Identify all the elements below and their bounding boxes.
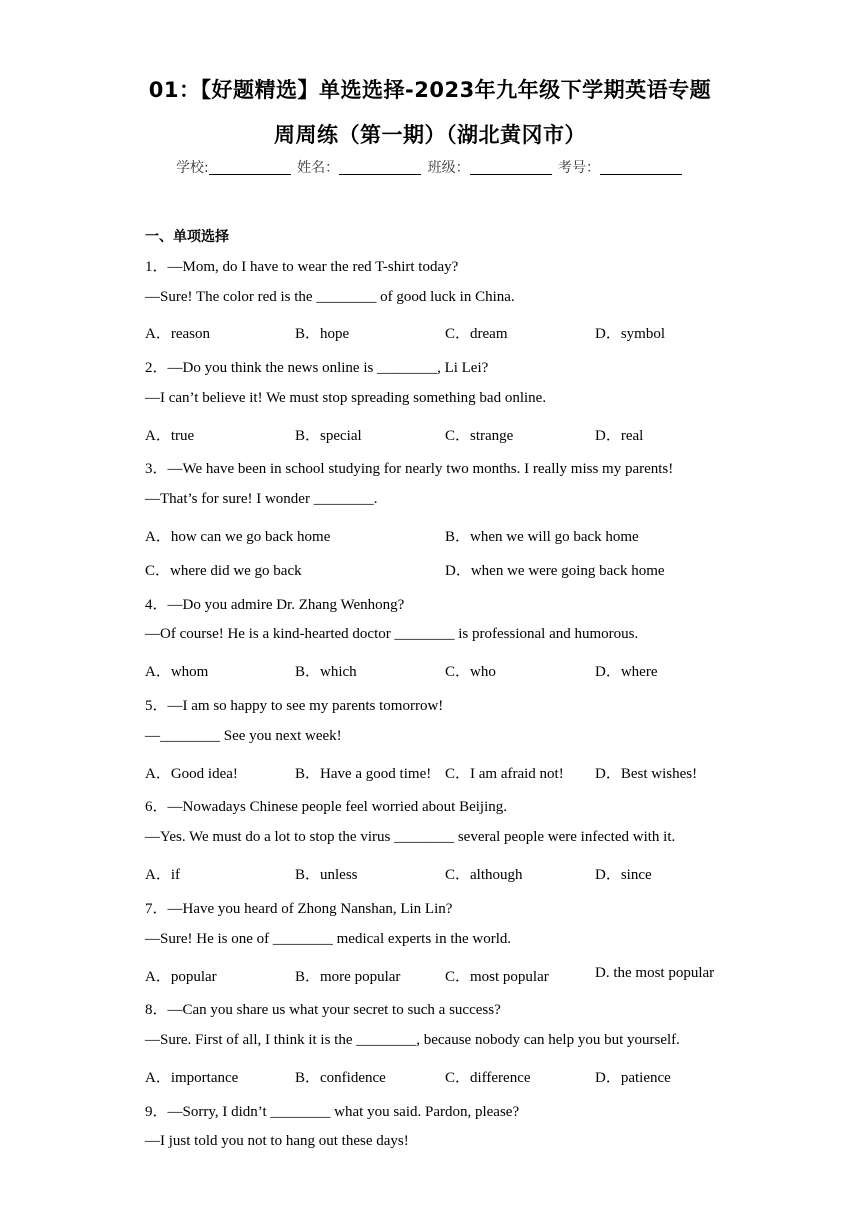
q2-option-c[interactable]: C．strange xyxy=(445,428,514,444)
q2-option-a[interactable]: A．true xyxy=(145,428,195,444)
q4-option-b[interactable]: B．which xyxy=(295,664,357,680)
q8-option-a[interactable]: A．importance xyxy=(145,1070,239,1086)
question-7-response: —Sure! He is one of ________ medical experts in the world. xyxy=(145,931,512,947)
q1-option-c[interactable]: C．dream xyxy=(445,326,508,342)
page-title-line1: 01：【好题精选】单选选择-2023年九年级下学期英语专题 xyxy=(148,78,712,102)
q2-option-d[interactable]: D．real xyxy=(595,428,644,444)
student-info-row xyxy=(0,157,860,177)
q1-option-d[interactable]: D．symbol xyxy=(595,326,666,342)
q6-option-a[interactable]: A．if xyxy=(145,867,180,883)
name-label: 姓名： xyxy=(297,160,340,176)
class-blank[interactable] xyxy=(470,160,552,175)
name-blank[interactable] xyxy=(339,160,421,175)
q2-option-b[interactable]: B．special xyxy=(295,428,362,444)
school-label: 学校: xyxy=(175,160,209,176)
q7-option-a[interactable]: A．popular xyxy=(145,969,217,985)
q6-option-d[interactable]: D．since xyxy=(595,867,652,883)
question-8: 8．—Can you share us what your secret to such a success? xyxy=(145,1002,501,1018)
q8-option-b[interactable]: B．confidence xyxy=(295,1070,386,1086)
question-1: 1．—Mom, do I have to wear the red T-shirt today? xyxy=(145,259,459,275)
q8-option-d[interactable]: D．patience xyxy=(595,1070,671,1086)
q3-option-c[interactable]: C．where did we go back xyxy=(145,563,302,579)
question-6-response: —Yes. We must do a lot to stop the virus ________ several people were infected with it. xyxy=(145,829,676,845)
q4-option-c[interactable]: C．who xyxy=(445,664,496,680)
question-2-response: —I can’t believe it! We must stop spreading something bad online. xyxy=(145,390,547,406)
q7-option-c[interactable]: C．most popular xyxy=(445,969,549,985)
q3-option-d[interactable]: D．when we were going back home xyxy=(445,563,665,579)
q7-option-b[interactable]: B．more popular xyxy=(295,969,401,985)
q5-option-d[interactable]: D．Best wishes! xyxy=(595,766,698,782)
q1-option-b[interactable]: B．hope xyxy=(295,326,350,342)
question-4: 4．—Do you admire Dr. Zhang Wenhong? xyxy=(145,597,405,613)
question-9: 9．—Sorry, I didn’t ________ what you said. Pardon, please? xyxy=(145,1104,520,1120)
q5-option-c[interactable]: C．I am afraid not! xyxy=(445,766,564,782)
school-blank[interactable] xyxy=(209,160,291,175)
question-4-response: —Of course! He is a kind-hearted doctor ________ is professional and humorous. xyxy=(145,626,639,642)
class-label: 班级： xyxy=(427,160,470,176)
question-5-response: —________ See you next week! xyxy=(145,728,342,744)
page-title-line2: 周周练（第一期）（湖北黄冈市） xyxy=(274,123,586,147)
question-2: 2．—Do you think the news online is ________, Li Lei? xyxy=(145,360,489,376)
q6-option-c[interactable]: C．although xyxy=(445,867,523,883)
section-title: 一、单项选择 xyxy=(145,229,229,245)
q5-option-b[interactable]: B．Have a good time! xyxy=(295,766,432,782)
q3-option-a[interactable]: A．how can we go back home xyxy=(145,529,331,545)
q7-option-d[interactable]: D. the most popular xyxy=(595,965,715,981)
question-9-response: —I just told you not to hang out these days! xyxy=(145,1133,409,1149)
q3-option-b[interactable]: B．when we will go back home xyxy=(445,529,639,545)
q4-option-d[interactable]: D．where xyxy=(595,664,658,680)
question-3: 3．—We have been in school studying for nearly two months. I really miss my parents! xyxy=(145,461,674,477)
q4-option-a[interactable]: A．whom xyxy=(145,664,209,680)
q6-option-b[interactable]: B．unless xyxy=(295,867,358,883)
question-7: 7．—Have you heard of Zhong Nanshan, Lin Lin? xyxy=(145,901,453,917)
q5-option-a[interactable]: A．Good idea! xyxy=(145,766,238,782)
question-6: 6．—Nowadays Chinese people feel worried about Beijing. xyxy=(145,799,507,815)
q8-option-c[interactable]: C．difference xyxy=(445,1070,531,1086)
q1-option-a[interactable]: A．reason xyxy=(145,326,210,342)
question-5: 5．—I am so happy to see my parents tomorrow! xyxy=(145,698,444,714)
exam-number-blank[interactable] xyxy=(600,160,682,175)
question-3-response: —That’s for sure! I wonder ________. xyxy=(145,491,378,507)
question-8-response: —Sure. First of all, I think it is the ________, because nobody can help you but yourself. xyxy=(145,1032,680,1048)
question-1-response: —Sure! The color red is the ________ of good luck in China. xyxy=(145,289,515,305)
exam-number-label: 考号： xyxy=(558,160,601,176)
